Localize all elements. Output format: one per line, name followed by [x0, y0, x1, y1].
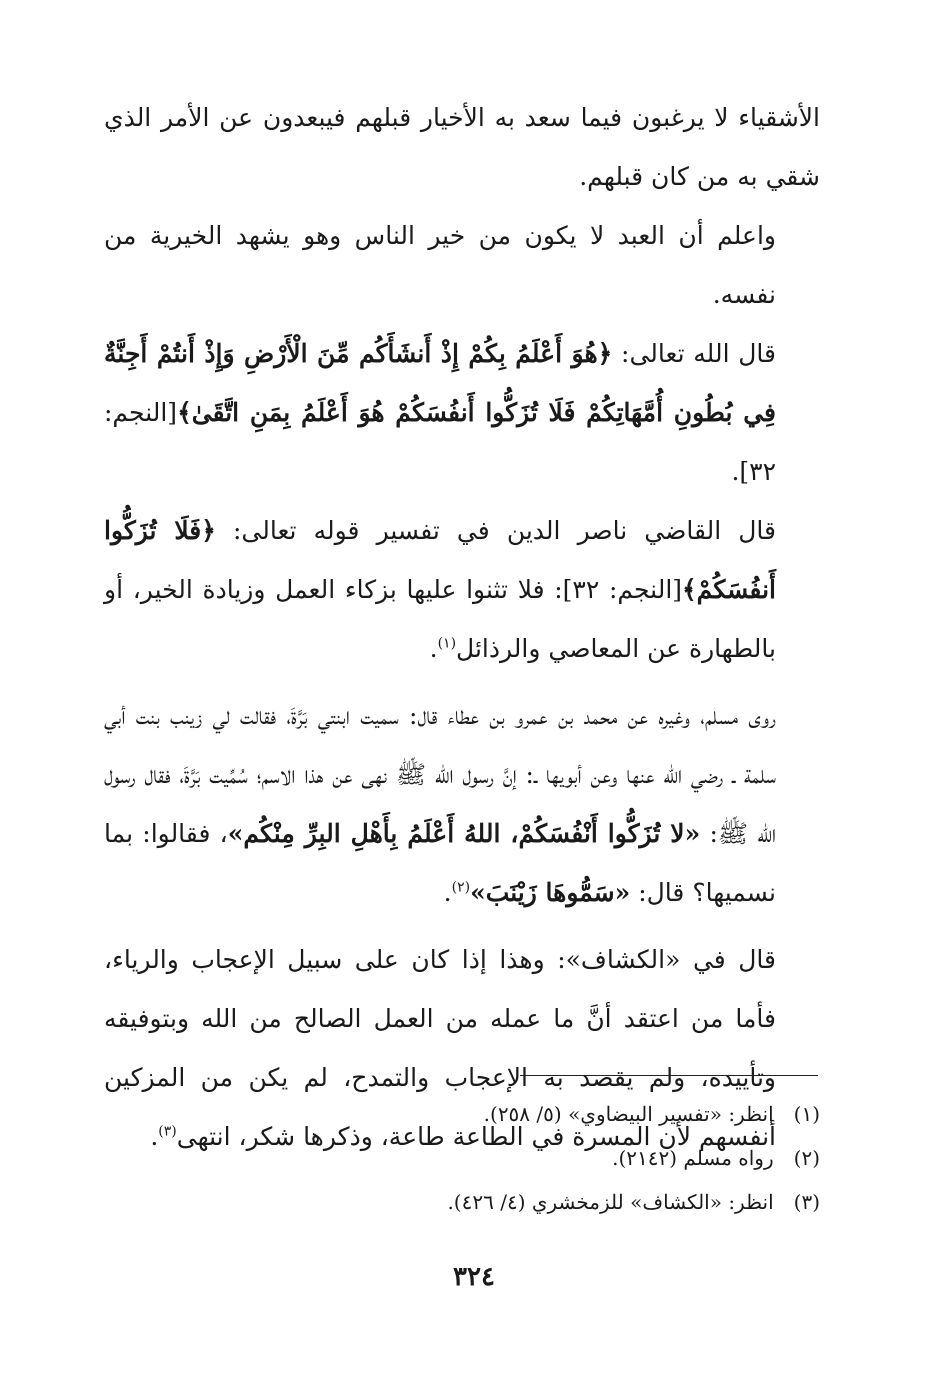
footnote-3 [104, 1180, 820, 1224]
paragraph-4 [104, 501, 820, 678]
footnote-text: رواه مسلم (٢١٤٢). [612, 1146, 774, 1170]
paragraph-2-text: واعلم أن العبد لا يكون من خير الناس وهو يشهد الخيرية من نفسه. [104, 221, 776, 309]
footnote-marker[interactable]: (٣) [158, 1123, 177, 1140]
paragraph-3-intro: قال الله تعالى: [621, 339, 776, 368]
paragraph-5-end: . [443, 878, 452, 907]
paragraph-3 [104, 324, 820, 501]
paragraph-5-text: روى مسلم، وغيره عن محمد بن عمرو بن عطاء قال: سميت ابنتي بَرَّةَ، فقالت لي زينب بنت أبي سلمة ـ رضي الله عنها وعن أبويها ـ: إنَّ رسول الله ﷺ نهى عن هذا الاسم؛ سُمِّيت بَرَّةَ، فقال رسول الله ﷺ: [104, 701, 777, 848]
paragraph-1 [104, 88, 820, 206]
paragraph-4-text: [النجم: ٣٢]: فلا تثنوا عليها بزكاء العمل وزيادة الخير، أو بالطهارة عن المعاصي والرذائل [104, 575, 776, 663]
footnote-marker[interactable]: (١) [437, 635, 457, 652]
page-number: ٣٢٤ [453, 1262, 495, 1292]
paragraph-4-intro: قال القاضي ناصر الدين في تفسير قوله تعالى: [233, 516, 777, 545]
footnote-text: انظر: «الكشاف» للزمخشري (٤/ ٤٢٦). [447, 1190, 774, 1214]
paragraph-6-end: . [150, 1122, 159, 1151]
paragraph-5 [104, 686, 820, 922]
footnote-2 [104, 1136, 820, 1180]
paragraph-4-end: . [429, 634, 438, 663]
footnote-number: (٣) [793, 1190, 820, 1214]
quran-verse: ﴿فَلَا تُزَكُّوا أَنفُسَكُمْ﴾ [104, 516, 776, 604]
paragraph-1-text: الأشقياء لا يرغبون فيما سعد به الأخيار قبلهم فيبعدون عن الأمر الذي شقي به من كان قبلهم. [104, 103, 820, 191]
verse-reference: [النجم: ٣٢]. [104, 398, 776, 486]
footnote-separator [520, 1075, 818, 1076]
paragraph-2 [104, 206, 820, 324]
main-text [104, 88, 820, 1166]
paragraph-6-text: قال في «الكشاف»: وهذا إذا كان على سبيل الإعجاب والرياء، فأما من اعتقد أنَّ ما عمله من العمل الصالح من الله وبتوفيقه وتأييده، ولم يقصد به الإعجاب والتمدح، لم يكن من المزكين أنفسهم لأن المسرة في الطاعة طاعة، وذكرها شكر، انتهى [104, 945, 776, 1151]
footnote-1 [104, 1092, 820, 1136]
quran-verse: ﴿هُوَ أَعْلَمُ بِكُمْ إِذْ أَنشَأَكُم مِّنَ الْأَرْضِ وَإِذْ أَنتُمْ أَجِنَّةٌ فِي بُطُونِ أُمَّهَاتِكُمْ فَلَا تُزَكُّوا أَنفُسَكُمْ هُوَ أَعْلَمُ بِمَنِ اتَّقَىٰ﴾ [104, 339, 776, 427]
footnote-number: (٢) [793, 1146, 820, 1170]
footnote-text: انظر: «تفسير البيضاوي» (٥/ ٢٥٨). [483, 1102, 774, 1126]
footnotes [104, 1092, 820, 1224]
paragraph-5-text-b: ، فقالوا: بما نسميها؟ قال: [104, 819, 776, 907]
footnote-number: (١) [793, 1102, 820, 1126]
hadith-quote: «سَمُّوهَا زَيْنَبَ» [470, 878, 631, 907]
footnote-marker[interactable]: (٢) [451, 879, 471, 896]
hadith-quote: «لا تُزَكُّوا أَنْفُسَكُمْ، اللهُ أَعْلَمُ بِأَهْلِ البِرِّ مِنْكُم» [227, 819, 701, 848]
